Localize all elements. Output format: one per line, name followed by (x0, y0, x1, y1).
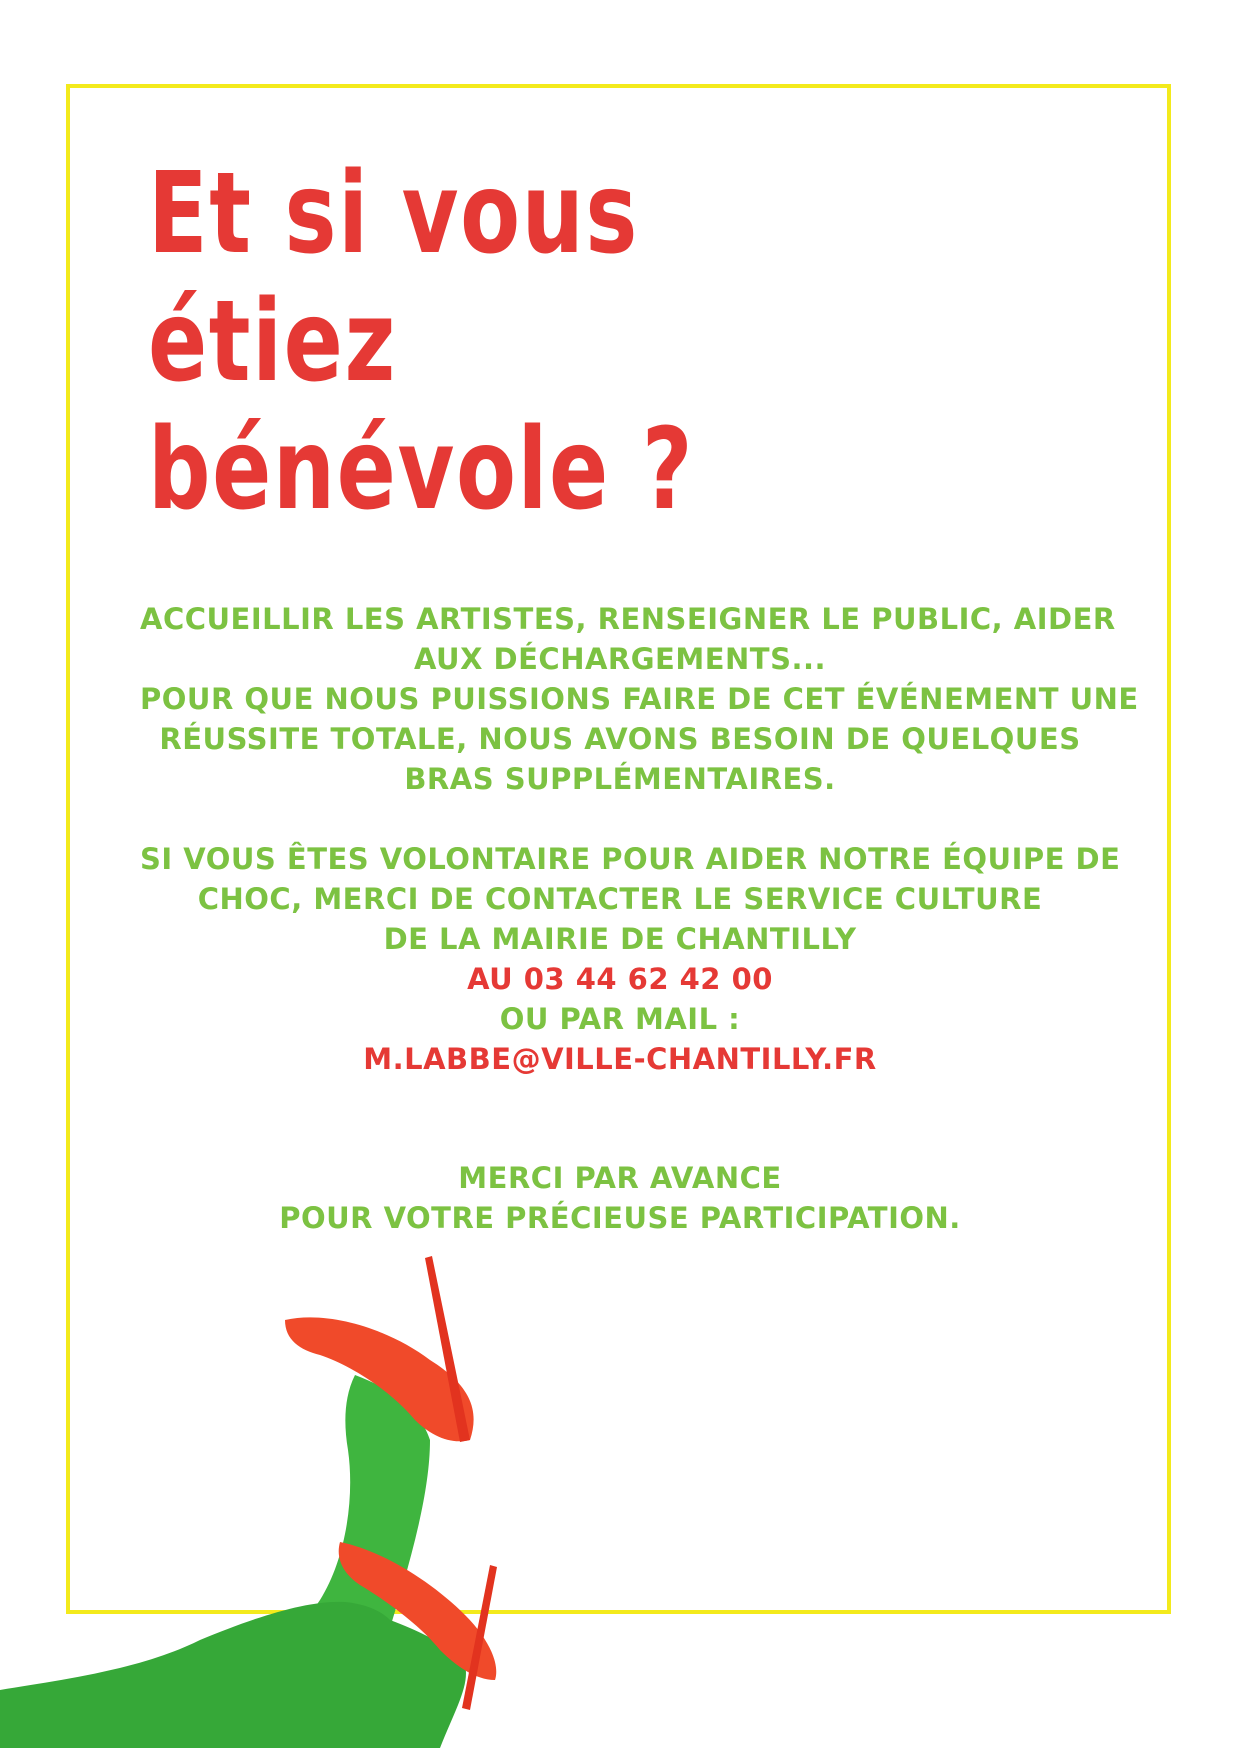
email-link[interactable]: M.LABBE@VILLE-CHANTILLY.FR (363, 1042, 877, 1076)
contact-line: DE LA MAIRIE DE CHANTILLY (383, 922, 857, 956)
intro-line: POUR QUE NOUS PUISSIONS FAIRE DE CET ÉVÉNEMENT UNE (140, 682, 1139, 716)
closing-line: POUR VOTRE PRÉCIEUSE PARTICIPATION. (279, 1201, 961, 1235)
contact-paragraph (140, 839, 1121, 1079)
intro-line: BRAS SUPPLÉMENTAIRES. (404, 762, 836, 796)
mail-intro: OU PAR MAIL : (499, 1002, 741, 1036)
legs-illustration (0, 1240, 520, 1748)
closing-line: MERCI PAR AVANCE (458, 1161, 782, 1195)
phone-number: AU 03 44 62 42 00 (467, 962, 773, 996)
intro-line: RÉUSSITE TOTALE, NOUS AVONS BESOIN DE QUELQUES (159, 722, 1081, 756)
contact-line: SI VOUS ÊTES VOLONTAIRE POUR AIDER NOTRE ÉQUIPE DE (140, 842, 1121, 876)
title-line-2: bénévole ? (148, 405, 695, 535)
intro-line: AUX DÉCHARGEMENTS... (413, 642, 827, 676)
contact-line: CHOC, MERCI DE CONTACTER LE SERVICE CULTURE (197, 882, 1043, 916)
intro-line: ACCUEILLIR LES ARTISTES, RENSEIGNER LE PUBLIC, AIDER (140, 602, 1116, 636)
closing-paragraph (140, 1158, 1100, 1238)
page-title (148, 150, 850, 534)
title-line-1: Et si vous étiez (148, 149, 639, 407)
intro-paragraph (140, 599, 1139, 799)
lower-leg (0, 1602, 466, 1748)
